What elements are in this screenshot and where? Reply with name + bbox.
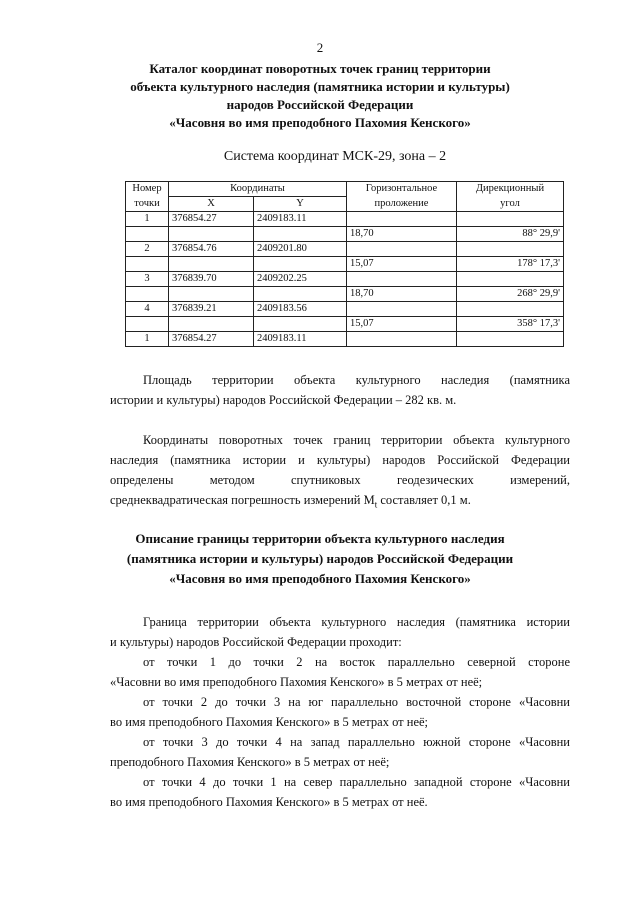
empty-cell [347,212,457,227]
empty-cell [169,257,254,272]
segment-angle: 268° 29,9' [457,287,564,302]
page-number: 2 [316,40,324,55]
empty-cell [126,287,169,302]
point-row [126,332,564,347]
point-x: 376854.27 [169,332,254,347]
header-y: Y [254,197,347,212]
segment-row [126,227,564,242]
boundary-item-1b: «Часовни во имя преподобного Пахомия Кенского» в 5 метрах от неё; [110,675,483,689]
boundary-item-4b: во имя преподобного Пахомия Кенского» в 5 метрах от неё. [110,795,428,809]
coordinates-table [125,181,564,347]
header-x: X [169,197,254,212]
point-x: 376854.27 [169,212,254,227]
point-y: 2409183.11 [254,332,347,347]
point-x: 376839.70 [169,272,254,287]
empty-cell [169,227,254,242]
table-header-row [126,182,564,197]
segment-row [126,317,564,332]
empty-cell [169,287,254,302]
empty-cell [457,242,564,257]
point-row [126,272,564,287]
area-text-line-1: Площадь территории объекта культурного наследия (памятника [143,373,570,387]
point-x: 376839.21 [169,302,254,317]
description-title-line-2: (памятника истории и культуры) народов Российской Федерации [126,551,514,566]
header-point-number-2: точки [126,197,169,212]
point-number: 1 [126,332,169,347]
accuracy-text-line-4 [110,490,570,515]
accuracy-text-line-3: определены методом спутниковых геодезических измерений, [110,473,570,487]
segment-length: 15,07 [347,257,457,272]
coordinate-system-label: Система координат МСК-29, зона – 2 [223,149,447,164]
header-horizontal-distance: Горизонтальное [347,182,457,197]
header-coordinates: Координаты [169,182,347,197]
point-y: 2409183.11 [254,212,347,227]
empty-cell [169,317,254,332]
accuracy-text-post: составляет 0,1 м. [377,493,471,507]
point-y: 2409201.80 [254,242,347,257]
segment-length: 18,70 [347,227,457,242]
point-x: 376854.76 [169,242,254,257]
catalog-title-line-2: объекта культурного наследия (памятника истории и культуры) [130,79,510,94]
header-point-number: Номер [126,182,169,197]
empty-cell [457,302,564,317]
header-direction-angle-2: угол [457,197,564,212]
empty-cell [126,317,169,332]
point-row [126,302,564,317]
empty-cell [254,287,347,302]
empty-cell [457,332,564,347]
empty-cell [126,257,169,272]
point-number: 4 [126,302,169,317]
boundary-item-3b: преподобного Пахомия Кенского» в 5 метрах от неё; [110,755,390,769]
empty-cell [347,272,457,287]
empty-cell [254,257,347,272]
empty-cell [254,317,347,332]
point-number: 3 [126,272,169,287]
empty-cell [347,242,457,257]
point-number: 2 [126,242,169,257]
boundary-item-3a: от точки 3 до точки 4 на запад параллельно южной стороне «Часовни [143,735,570,749]
header-direction-angle: Дирекционный [457,182,564,197]
empty-cell [457,212,564,227]
point-number: 1 [126,212,169,227]
segment-angle: 358° 17,3' [457,317,564,332]
catalog-title-line-3: народов Российской Федерации [226,97,414,112]
table-header-row [126,197,564,212]
segment-length: 18,70 [347,287,457,302]
empty-cell [347,332,457,347]
boundary-item-4a: от точки 4 до точки 1 на север параллельно западной стороне «Часовни [143,775,570,789]
segment-row [126,257,564,272]
segment-length: 15,07 [347,317,457,332]
segment-angle: 178° 17,3' [457,257,564,272]
description-title-line-1: Описание границы территории объекта культурного наследия [135,531,505,546]
area-text-line-2: истории и культуры) народов Российской Федерации – 282 кв. м. [110,393,457,407]
point-row [126,212,564,227]
catalog-title-line-1: Каталог координат поворотных точек границ территории [149,61,491,76]
segment-row [126,287,564,302]
accuracy-text-line-2: наследия (памятника истории и культуры) народов Российской Федерации [110,453,570,467]
description-title-line-3: «Часовня во имя преподобного Пахомия Кенского» [169,571,471,586]
point-y: 2409183.56 [254,302,347,317]
boundary-item-1a: от точки 1 до точки 2 на восток параллельно северной стороне [143,655,570,669]
boundary-item-2b: во имя преподобного Пахомия Кенского» в 5 метрах от неё; [110,715,429,729]
empty-cell [126,227,169,242]
segment-angle: 88° 29,9' [457,227,564,242]
header-horizontal-distance-2: проложение [347,197,457,212]
boundary-item-2a: от точки 2 до точки 3 на юг параллельно восточной стороне «Часовни [143,695,570,709]
boundary-intro-line-2: и культуры) народов Российской Федерации проходит: [110,635,402,649]
empty-cell [347,302,457,317]
empty-cell [254,227,347,242]
catalog-title-line-4: «Часовня во имя преподобного Пахомия Кенского» [169,115,471,130]
empty-cell [457,272,564,287]
accuracy-text-pre: среднеквадратическая погрешность измерений M [110,493,375,507]
point-y: 2409202.25 [254,272,347,287]
accuracy-text-line-1: Координаты поворотных точек границ территории объекта культурного [143,433,570,447]
accuracy-subscript: t [374,499,378,510]
point-row [126,242,564,257]
boundary-intro-line-1: Граница территории объекта культурного наследия (памятника истории [143,615,570,629]
